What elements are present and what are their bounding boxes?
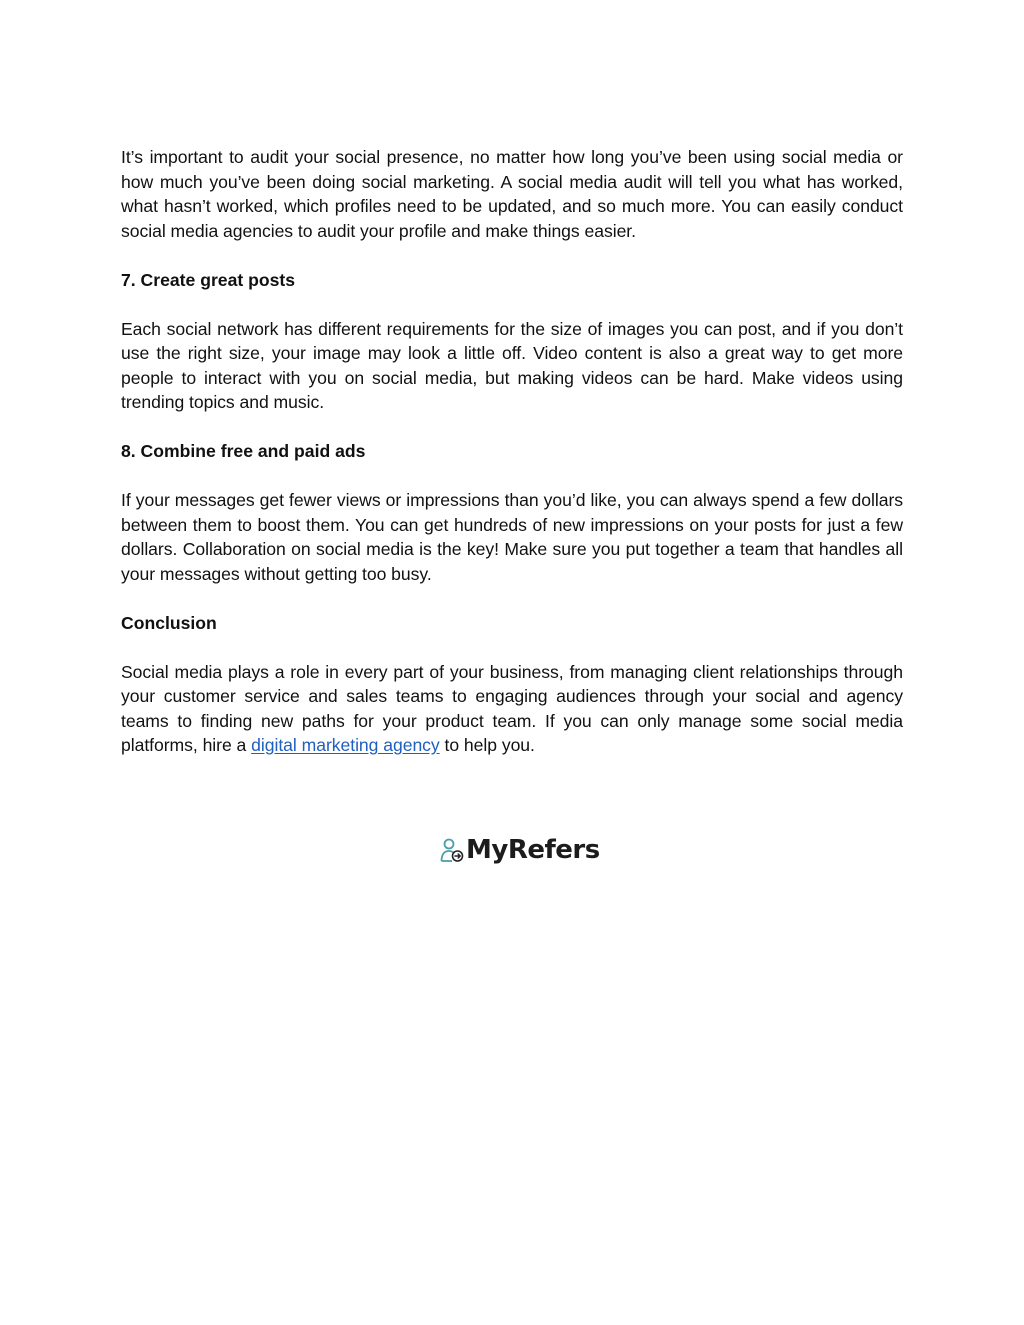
spacer: [121, 243, 903, 268]
spacer: [121, 635, 903, 660]
spacer: [121, 415, 903, 440]
intro-paragraph: It’s important to audit your social presence, no matter how long you’ve been using social media or how much you’ve been doing social marketing. A social media audit will tell you what has worked, what hasn’t worked, which profiles need to be updated, and so much more. You can easily conduct social media agencies to audit your profile and make things easier.: [121, 147, 903, 241]
section-7-paragraph: Each social network has different requirements for the size of images you can post, and if you don’t use the right size, your image may look a little off. Video content is also a great way to get more people to interact with you on social media, but making videos can be hard. Make videos using trending topics and music.: [121, 318, 903, 412]
logo-text: MyRefers: [466, 835, 600, 865]
document-body: [121, 145, 903, 758]
conclusion-text-after-link: to help you.: [439, 735, 535, 755]
spacer: [121, 586, 903, 611]
conclusion-text-before-link: Social media plays a role in every part of your business, from managing client relationships through your customer service and sales teams to engaging audiences through your social and agency teams to finding new paths for your product team. If you can only manage some social media platforms, hire a: [121, 661, 903, 755]
section-8-paragraph: If your messages get fewer views or impressions than you’d like, you can always spend a few dollars between them to boost them. You can get hundreds of new impressions on your posts for just a few dollars. Collaboration on social media is the key! Make sure you put together a team that handles all your messages without getting too busy.: [121, 490, 903, 584]
conclusion-paragraph: [121, 660, 903, 758]
person-share-icon: [440, 836, 464, 864]
conclusion-heading: Conclusion: [121, 612, 217, 633]
section-8-heading: 8. Combine free and paid ads: [121, 441, 366, 461]
spacer: [121, 292, 903, 317]
spacer: [121, 464, 903, 489]
myrefers-logo: [440, 833, 600, 867]
section-7-heading: 7. Create great posts: [121, 269, 296, 290]
digital-marketing-agency-link[interactable]: digital marketing agency: [251, 735, 440, 755]
